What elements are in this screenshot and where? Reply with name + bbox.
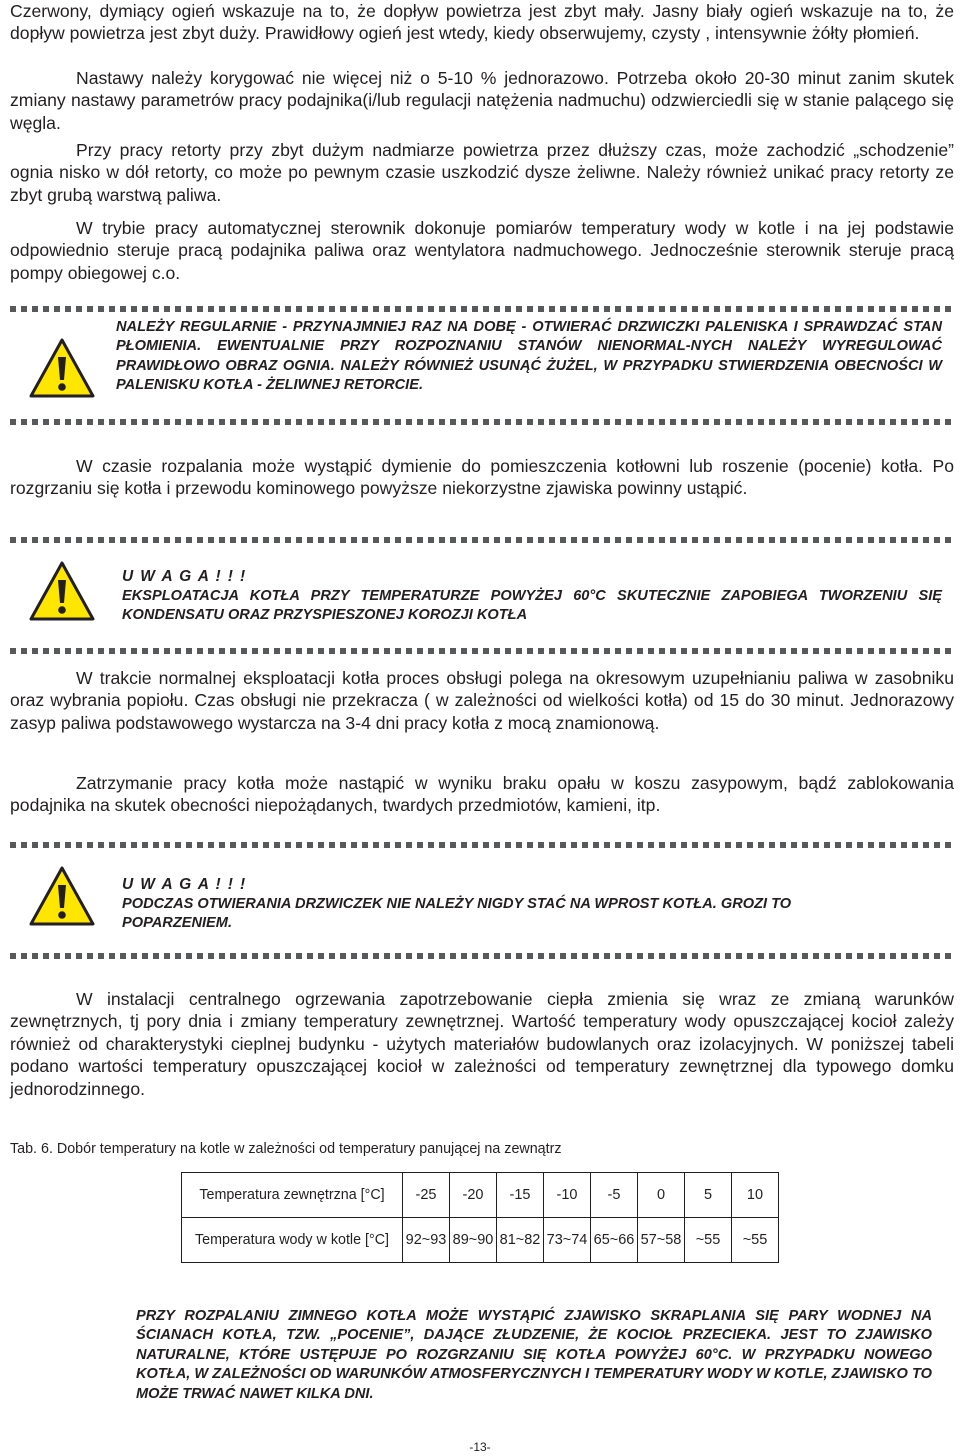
table-row	[182, 1218, 779, 1263]
warning-temperature-text: EKSPLOATACJA KOTŁA PRZY TEMPERATURZE POWYŻEJ 60°C SKUTECZNIE ZAPOBIEGA TWORZENIU SIĘ KONDENSATU ORAZ PRZYSPIESZONEJ KOROZJI KOTŁA	[122, 588, 942, 624]
warning-flame-check-text: NALEŻY REGULARNIE - PRZYNAJMNIEJ RAZ NA DOBĘ - OTWIERAĆ DRZWICZKI PALENISKA I SPRAWDZAĆ STAN PŁOMIENIA. EWENTUALNIE PRZY ROZPOZNANIU STANÓW NIENORMAL-NYCH NALEŻY WYREGULOWAĆ PRAWIDŁOWO OBRAZ OGNIA. NALEŻY RÓWNIEŻ USUNĄĆ ŻUŻEL, W PRZYPADKU STWIERDZENIA OBECNOŚCI W PALENISKU KOTŁA - ŻELIWNEJ RETORCIE.	[116, 319, 942, 394]
warning-title: U W A G A ! ! !	[122, 876, 247, 893]
dashed-separator	[10, 419, 954, 425]
table-cell: 89~90	[450, 1218, 497, 1263]
table-row	[182, 1173, 779, 1218]
table-cell: -20	[450, 1173, 497, 1218]
page-number: -13-	[469, 1440, 491, 1454]
paragraph-normal-operation: W trakcie normalnej eksploatacji kotła proces obsługi polega na okresowym uzupełnianiu paliwa w zasobniku oraz wybrania popiołu. Czas obsługi nie przekracza ( w zależności od wielkości kotła) od 15 do 30 minut. Jednorazowy zasyp paliwa podstawowego wystarcza na 3-4 dni pracy kotła z mocą znamionową.	[10, 668, 954, 733]
table-caption: Tab. 6. Dobór temperatury na kotle w zależności od temperatury panującej na zewnątrz	[10, 1141, 562, 1157]
table-cell: 65~66	[591, 1218, 638, 1263]
paragraph-stop-causes: Zatrzymanie pracy kotła może nastąpić w wyniku braku opału w koszu zasypowym, bądź zablokowania podajnika na skutek obecności niepożądanych, twardych przedmiotów, kamieni, itp.	[10, 773, 954, 816]
table-cell: 92~93	[403, 1218, 450, 1263]
warning-condensation-text: PRZY ROZPALANIU ZIMNEGO KOTŁA MOŻE WYSTĄPIĆ ZJAWISKO SKRAPLANIA SIĘ PARY WODNEJ NA ŚCIANACH KOTŁA, TZW. „POCENIE”, DAJĄCE ZŁUDZENIE, ŻE KOCIOŁ PRZECIEKA. JEST TO ZJAWISKO NATURALNE, KTÓRE USTĘPUJE PO ROZGRZANIU SIĘ KOTŁA POWYŻEJ 60°C. W PRZYPADKU NOWEGO KOTŁA, W ZALEŻNOŚCI OD WARUNKÓW ATMOSFERYCZNYCH I TEMPERATURY WODY W KOTLE, ZJAWISKO TO MOŻE TRWAĆ NAWET KILKA DNI.	[136, 1308, 932, 1402]
table-cell: -10	[544, 1173, 591, 1218]
dashed-separator	[10, 306, 954, 312]
table-cell: 10	[732, 1173, 779, 1218]
paragraph-automatic-mode: W trybie pracy automatycznej sterownik dokonuje pomiarów temperatury wody w kotle i na jej podstawie odpowiednio steruje pracą podajnika paliwa oraz wentylatora nadmuchowego. Jednocześnie sterownik steruje pracą pompy obiegowej c.o.	[10, 218, 954, 283]
warning-door-text: PODCZAS OTWIERANIA DRZWICZEK NIE NALEŻY NIGDY STAĆ NA WPROST KOTŁA. GROZI TO POPARZENIEM.	[122, 896, 792, 932]
table-cell: -5	[591, 1173, 638, 1218]
paragraph-flame-color: Czerwony, dymiący ogień wskazuje na to, że dopływ powietrza jest zbyt mały. Jasny biały ogień wskazuje na to, że dopływ powietrza jest zbyt duży. Prawidłowy ogień jest wtedy, kiedy obserwujemy, czysty , intensywnie żółty płomień.	[10, 1, 954, 44]
warning-title: U W A G A ! ! !	[122, 568, 247, 585]
table-cell: ~55	[732, 1218, 779, 1263]
table-cell: ~55	[685, 1218, 732, 1263]
table-cell: -15	[497, 1173, 544, 1218]
warning-triangle-icon	[28, 865, 96, 927]
dashed-separator	[10, 537, 954, 543]
paragraph-retort-air-excess: Przy pracy retorty przy zbyt dużym nadmiarze powietrza przez dłuższy czas, może zachodzić „schodzenie” ognia nisko w dół retorty, co może po pewnym czasie uszkodzić dysze żeliwne. Należy również unikać pracy retorty ze zbyt grubą warstwą paliwa.	[10, 140, 954, 205]
temperature-table	[181, 1172, 779, 1263]
warning-triangle-icon	[28, 337, 96, 399]
row-header-outdoor-temp: Temperatura zewnętrzna [°C]	[182, 1173, 403, 1218]
table-cell: 81~82	[497, 1218, 544, 1263]
table-cell: 57~58	[638, 1218, 685, 1263]
dashed-separator	[10, 842, 954, 848]
paragraph-ignition-smoke: W czasie rozpalania może wystąpić dymienie do pomieszczenia kotłowni lub roszenie (pocenie) kotła. Po rozgrzaniu się kotła i przewodu kominowego powyższe niekorzystne zjawiska powinny ustąpić.	[10, 456, 954, 499]
dashed-separator	[10, 648, 954, 654]
table-cell: 0	[638, 1173, 685, 1218]
paragraph-settings-correction: Nastawy należy korygować nie więcej niż o 5-10 % jednorazowo. Potrzeba około 20-30 minut zanim skutek zmiany nastawy parametrów pracy podajnika(i/lub regulacji natężenia nadmuchu) odzwierciedli się w stanie palącego się węgla.	[10, 68, 954, 133]
table-cell: 73~74	[544, 1218, 591, 1263]
dashed-separator	[10, 953, 954, 959]
paragraph-heat-demand: W instalacji centralnego ogrzewania zapotrzebowanie ciepła zmienia się wraz ze zmianą warunków zewnętrznych, tj pory dnia i zmiany temperatury zewnętrznej. Wartość temperatury wody opuszczającej kocioł zależy również od charakterystyki cieplnej budynku - użytych materiałów budowlanych oraz izolacyjnych. W poniższej tabeli podano wartości temperatury opuszczającej kocioł w zależności od temperatury zewnętrznej dla typowego domku jednorodzinnego.	[10, 989, 954, 1099]
table-cell: -25	[403, 1173, 450, 1218]
warning-triangle-icon	[28, 560, 96, 622]
row-header-water-temp: Temperatura wody w kotle [°C]	[182, 1218, 403, 1263]
table-cell: 5	[685, 1173, 732, 1218]
